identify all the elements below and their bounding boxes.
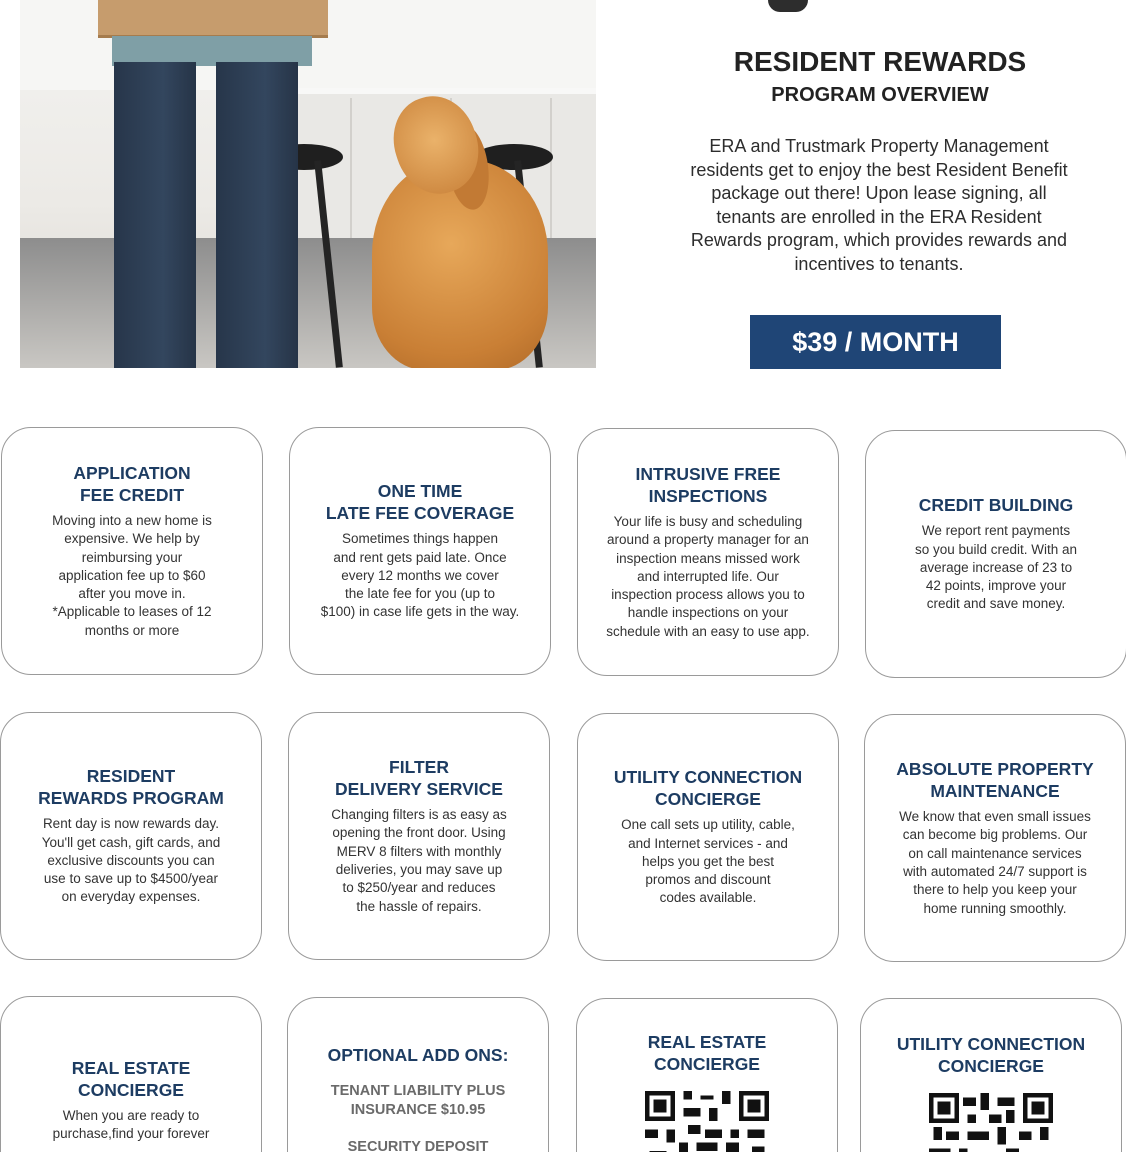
qr-code-icon[interactable]: [929, 1093, 1053, 1152]
card-credit-building: [865, 430, 1126, 678]
card-title: ABSOLUTE PROPERTY MAINTENANCE: [896, 759, 1094, 802]
card-title: UTILITY CONNECTION CONCIERGE: [613, 767, 803, 810]
card-body: We report rent payments so you build credit. With an average increase of 23 to 42 points, improve your credit and save money.: [914, 523, 1078, 612]
card-filter-delivery: [288, 712, 550, 960]
logo-shield-icon: [768, 0, 808, 12]
card-inspections: [577, 428, 839, 676]
card-real-estate-concierge-qr: [576, 998, 838, 1152]
page-title: RESIDENT REWARDS: [733, 46, 1027, 77]
card-late-fee-coverage: [289, 427, 551, 675]
card-body: Sometimes things happen and rent gets paid late. Once every 12 months we cover the late fee for you (up to $100) in case life gets in the way.: [320, 531, 520, 620]
card-real-estate-concierge: [0, 996, 262, 1152]
price-badge: $39 / MONTH: [750, 315, 1001, 369]
card-utility-connection: [577, 713, 839, 961]
card-title: INTRUSIVE FREE INSPECTIONS: [635, 463, 781, 506]
addon-security-deposit: SECURITY DEPOSIT: [347, 1139, 489, 1152]
card-application-fee-credit: [1, 427, 263, 675]
card-body: Changing filters is as easy as opening the front door. Using MERV 8 filters with monthly deliveries, you may save up to $250/year and reduces the hassle of repairs.: [331, 807, 507, 914]
card-title: REAL ESTATE CONCIERGE: [647, 1032, 767, 1074]
page-subtitle: PROGRAM OVERVIEW: [771, 84, 989, 106]
card-title: ONE TIME LATE FEE COVERAGE: [325, 481, 515, 524]
card-body: When you are ready to purchase,find your forever: [52, 1108, 210, 1142]
qr-code-icon[interactable]: [645, 1091, 769, 1152]
card-title: APPLICATION FEE CREDIT: [73, 462, 191, 505]
card-property-maintenance: [864, 714, 1126, 962]
card-title: RESIDENT REWARDS PROGRAM: [38, 766, 224, 809]
card-body: We know that even small issues can become big problems. Our on call maintenance services with automated 24/7 support is there to help you keep your home running smoothly.: [899, 809, 1091, 916]
card-title: CREDIT BUILDING: [918, 495, 1074, 516]
addon-liability-insurance: TENANT LIABILITY PLUS INSURANCE $10.95: [330, 1083, 506, 1118]
card-resident-rewards-program: [0, 712, 262, 960]
card-optional-add-ons: [287, 997, 549, 1152]
card-title: UTILITY CONNECTION CONCIERGE: [896, 1034, 1086, 1076]
card-body: Moving into a new home is expensive. We help by reimbursing your application fee up to $60 after you move in. *Applicable to leases of 12 months or more: [52, 512, 212, 638]
card-title: REAL ESTATE CONCIERGE: [71, 1058, 191, 1100]
card-title: OPTIONAL ADD ONS:: [327, 1045, 509, 1065]
card-title: FILTER DELIVERY SERVICE: [335, 757, 503, 800]
intro-text: ERA and Trustmark Property Management residents get to enjoy the best Resident Benefit package out there! Upon lease signing, all tenants are enrolled in the ERA Resident Rewards program, which provides rewards and incentives to tenants.: [690, 136, 1068, 274]
card-utility-connection-qr: [860, 998, 1122, 1152]
card-body: Your life is busy and scheduling around a property manager for an inspection means missed work and interrupted life. Our inspection process allows you to handle inspections on your schedule with an easy to use app.: [606, 513, 810, 639]
card-body: One call sets up utility, cable, and Internet services - and helps you get the best promos and discount codes available.: [621, 817, 795, 906]
card-body: Rent day is now rewards day. You'll get cash, gift cards, and exclusive discounts you can use to save up to $4500/year on everyday expenses.: [41, 816, 221, 905]
hero-photo: [20, 0, 596, 368]
